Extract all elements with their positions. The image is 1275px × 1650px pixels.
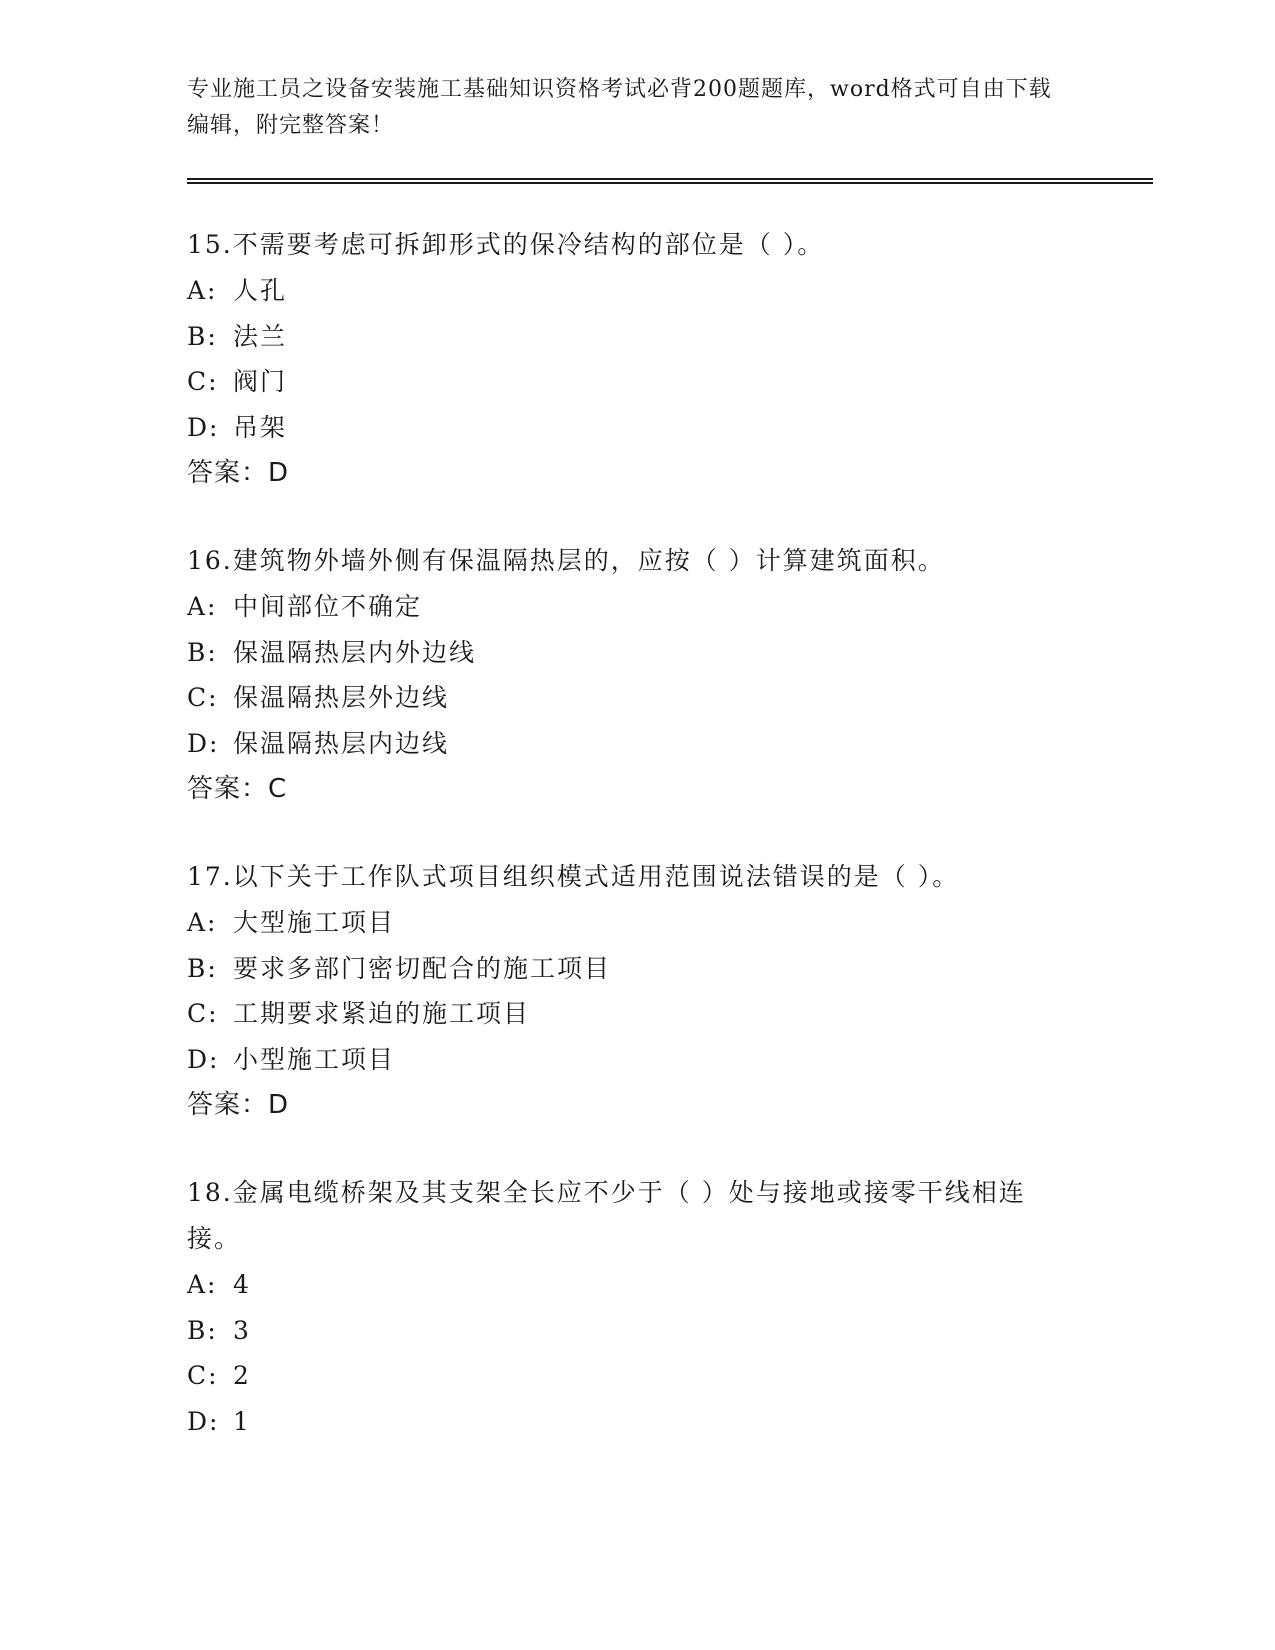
- option-key: C:: [187, 683, 219, 712]
- option-a: [187, 268, 1067, 314]
- option-text: 中间部位不确定: [233, 592, 423, 621]
- answer: 答案：C: [187, 774, 288, 804]
- option-text: 人孔: [233, 276, 288, 305]
- question-stem: 17.以下关于工作队式项目组织模式适用范围说法错误的是（ ）。: [187, 862, 960, 891]
- option-text: 3: [233, 1315, 251, 1345]
- option-key: B:: [187, 637, 218, 667]
- question-stem: 15.不需要考虑可拆卸形式的保冷结构的部位是（ ）。: [187, 230, 825, 259]
- option-key: A:: [187, 592, 218, 621]
- option-b: [187, 314, 1067, 360]
- option-b: [187, 630, 1067, 676]
- option-a: [187, 1262, 1067, 1308]
- option-key: C:: [187, 1361, 219, 1390]
- document-header: 专业施工员之设备安装施工基础知识资格考试必背200题题库，word格式可自由下载编辑，附完整答案！: [187, 77, 1052, 138]
- option-text: 吊架: [233, 412, 288, 442]
- question-17: [187, 854, 1067, 1128]
- option-d: [187, 405, 1067, 451]
- option-text: 工期要求紧迫的施工项目: [233, 999, 531, 1028]
- option-key: D:: [187, 728, 220, 758]
- option-text: 大型施工项目: [233, 908, 396, 937]
- question-16: [187, 538, 1067, 812]
- option-key: D:: [187, 1406, 220, 1436]
- option-text: 保温隔热层内边线: [233, 728, 450, 758]
- option-text: 2: [233, 1361, 251, 1390]
- option-text: 小型施工项目: [233, 1044, 396, 1074]
- option-text: 要求多部门密切配合的施工项目: [233, 953, 612, 983]
- option-c: [187, 1353, 1067, 1399]
- option-key: A:: [187, 276, 218, 305]
- option-a: [187, 584, 1067, 630]
- option-key: A:: [187, 908, 218, 937]
- option-c: [187, 675, 1067, 721]
- option-key: C:: [187, 999, 219, 1028]
- question-15: [187, 222, 1067, 496]
- header-divider: [187, 178, 1153, 184]
- option-key: C:: [187, 367, 219, 396]
- option-text: 保温隔热层外边线: [233, 683, 450, 712]
- answer: 答案：D: [187, 458, 290, 488]
- option-b: [187, 946, 1067, 992]
- option-d: [187, 721, 1067, 767]
- option-c: [187, 991, 1067, 1037]
- option-key: B:: [187, 953, 218, 983]
- option-key: A:: [187, 1270, 218, 1299]
- option-b: [187, 1308, 1067, 1354]
- option-text: 1: [233, 1406, 251, 1436]
- option-key: D:: [187, 1044, 220, 1074]
- question-stem: 18.金属电缆桥架及其支架全长应不少于（ ）处与接地或接零干线相连接。: [187, 1178, 1026, 1253]
- option-key: D:: [187, 412, 220, 442]
- answer: 答案：D: [187, 1090, 290, 1120]
- option-key: B:: [187, 321, 218, 351]
- option-text: 4: [233, 1270, 251, 1299]
- question-18: [187, 1170, 1067, 1444]
- option-a: [187, 900, 1067, 946]
- option-c: [187, 359, 1067, 405]
- option-text: 保温隔热层内外边线: [233, 637, 477, 667]
- option-text: 阀门: [233, 367, 288, 396]
- question-stem: 16.建筑物外墙外侧有保温隔热层的，应按（ ）计算建筑面积。: [187, 546, 945, 575]
- option-d: [187, 1399, 1067, 1445]
- option-key: B:: [187, 1315, 218, 1345]
- option-d: [187, 1037, 1067, 1083]
- option-text: 法兰: [233, 321, 288, 351]
